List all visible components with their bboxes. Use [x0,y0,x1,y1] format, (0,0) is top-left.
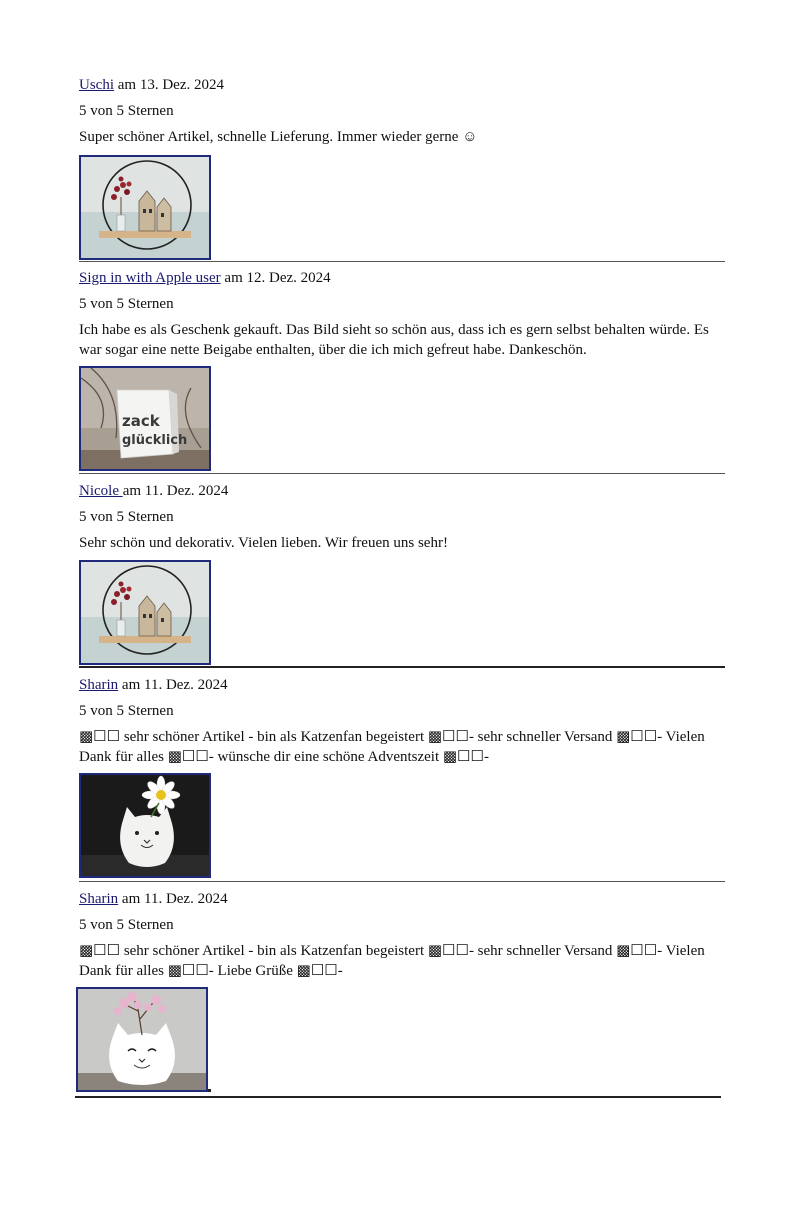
review-text: Super schöner Artikel, schnelle Lieferung. Immer wieder gerne ☺ [79,129,478,145]
review-3 [79,481,725,665]
review-author-link[interactable]: Uschi [79,77,114,93]
sign-word-1: zack [122,412,160,430]
review-text: ▩☐☐ sehr schöner Artikel - bin als Katzenfan begeistert ▩☐☐- sehr schneller Versand ▩☐☐- Vielen Dank für alles ▩☐☐- Liebe Grüße ▩☐☐- [79,943,705,979]
review-rating: 5 von 5 Sternen [79,296,174,312]
review-meta [79,75,725,95]
caption-mark [208,1089,211,1092]
review-photo-houses[interactable] [79,155,211,260]
review-divider [79,666,725,668]
review-meta [79,481,725,501]
sign-word-2: glücklich [122,433,188,448]
sign-photo-illustration [81,368,209,469]
review-2 [79,268,725,471]
review-meta [79,889,725,909]
review-divider [79,473,725,474]
review-photo-sign[interactable] [79,366,211,471]
review-date: am 11. Dez. 2024 [121,891,228,907]
review-author-link[interactable]: Sign in with Apple user [79,270,221,286]
cat-vase-blossom-illustration [78,989,206,1090]
review-rating: 5 von 5 Sternen [79,917,174,933]
review-rating: 5 von 5 Sternen [79,703,174,719]
cat-vase-photo-illustration [81,775,209,876]
review-text: Sehr schön und dekorativ. Vielen lieben. Wir freuen uns sehr! [79,535,448,551]
review-author-link[interactable]: Sharin [79,891,119,907]
review-author-link[interactable]: Sharin [79,677,119,693]
review-date: am 11. Dez. 2024 [121,677,228,693]
review-photo-cat-vase-daisy[interactable] [79,773,211,878]
review-5 [79,889,725,981]
review-divider [79,881,725,882]
review-1 [79,75,725,260]
review-photo-houses[interactable] [79,560,211,665]
review-date: am 13. Dez. 2024 [117,77,224,93]
review-author-link[interactable]: Nicole [79,483,123,499]
review-4 [79,675,725,878]
review-meta [79,675,725,695]
review-text: Ich habe es als Geschenk gekauft. Das Bild sieht so schön aus, dass ich es gern selbst behalten würde. Es war sogar eine nette Beigabe enthalten, über die ich mich gefreut habe. Dankeschön. [79,322,709,358]
review-rating: 5 von 5 Sternen [79,103,174,119]
review-divider [75,1096,721,1098]
review-text: ▩☐☐ sehr schöner Artikel - bin als Katzenfan begeistert ▩☐☐- sehr schneller Versand ▩☐☐- Vielen Dank für alles ▩☐☐- wünsche dir eine schöne Adventszeit ▩☐☐- [79,729,705,765]
review-rating: 5 von 5 Sternen [79,509,174,525]
review-meta [79,268,725,288]
review-date: am 11. Dez. 2024 [122,483,229,499]
houses-photo-illustration [81,562,209,663]
review-date: am 12. Dez. 2024 [224,270,331,286]
review-divider [79,261,725,262]
review-photo-cat-vase-blossom[interactable] [76,987,208,1092]
houses-photo-illustration [81,157,209,258]
